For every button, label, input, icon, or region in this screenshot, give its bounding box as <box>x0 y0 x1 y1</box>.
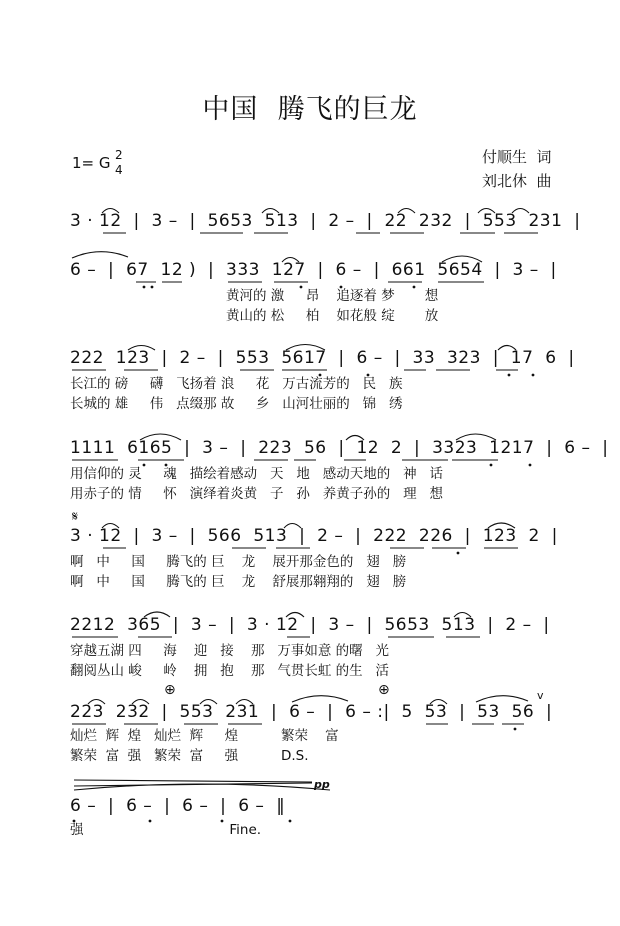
song-title: 中国 腾飞的巨龙 <box>202 94 418 125</box>
slur <box>236 700 253 705</box>
lyric-row-5-verse-2: 啊 中 国 腾飞的 巨 龙 舒展那翱翔的 翅 膀 <box>70 574 407 590</box>
slur <box>140 434 181 440</box>
decrescendo-upper <box>74 780 312 782</box>
slur <box>442 256 482 262</box>
time-signature-bottom: 4 <box>115 163 123 177</box>
composer-credit: 刘北休 曲 <box>482 172 552 190</box>
long-tie <box>476 696 528 702</box>
long-tie <box>72 252 128 258</box>
slur <box>128 346 155 351</box>
slur <box>454 613 471 618</box>
notation-row-5: 3 · 12 | 3 – | 566 513 | 2 – | 222 226 | 123 2 | <box>70 526 558 546</box>
slur <box>286 345 325 351</box>
slur <box>102 524 119 529</box>
lyricist-credit: 付顺生 词 <box>482 148 552 166</box>
time-signature-top: 2 <box>115 148 123 162</box>
notation-row-3: 222 123 | 2 – | 553 5617 | 6 – | 33 323 | 17 6 | <box>70 348 575 368</box>
notation-row-1: 3 · 12 | 3 – | 5653 513 | 2 – | 22 232 | 553 231 | <box>70 211 581 231</box>
slur <box>498 346 516 351</box>
slur <box>512 209 529 214</box>
long-tie <box>292 696 348 702</box>
lyric-row-6-verse-1: 穿越五湖 四 海 迎 接 那 万事如意 的曙 光 <box>70 643 389 659</box>
slur <box>132 700 149 705</box>
segno-sign: 𝄋 <box>72 509 79 525</box>
coda-sign-2: ⊕ <box>378 682 390 698</box>
lyric-row-8: 强 Fine. <box>70 822 262 838</box>
key-signature: 1= G <box>72 154 111 172</box>
slur <box>488 523 515 528</box>
slur <box>430 700 447 705</box>
coda-sign-1: ⊕ <box>164 682 176 698</box>
notation-row-7: 223 232 | 553 231 | 6 – | 6 – :| 5 53 | 53 56 | <box>70 702 553 722</box>
slur <box>284 524 301 529</box>
slur <box>282 258 299 263</box>
notation-row-8: 6 – | 6 – | 6 – | 6 – ‖ <box>70 796 286 816</box>
lyric-row-2-verse-2: 黄山的 松 柏 如花般 绽 放 <box>226 308 439 324</box>
breath-mark: v <box>537 689 544 702</box>
lyric-row-7-verse-1: 灿烂 辉 煌 灿烂 辉 煌 繁荣 富 <box>70 728 339 744</box>
lyric-row-3-verse-1: 长江的 磅 礴 飞扬着 浪 花 万古流芳的 民 族 <box>70 376 403 392</box>
notation-row-4: 1111 6165 | 3 – | 223 56 | 12 2 | 3323 1217 | 6 – | <box>70 438 609 458</box>
slur <box>144 612 170 617</box>
slur <box>200 700 217 705</box>
slur <box>456 434 496 440</box>
slur <box>286 613 304 618</box>
lyric-row-4-verse-1: 用信仰的 灵 魂 描绘着感动 天 地 感动天地的 神 话 <box>70 466 443 482</box>
slur <box>478 209 495 214</box>
dynamic-pianissimo: pp <box>314 778 330 791</box>
slur <box>398 209 415 214</box>
lyric-row-4-verse-2: 用赤子的 情 怀 演绎着炎黄 子 孙 养黄子孙的 理 想 <box>70 486 443 502</box>
slur <box>102 209 119 214</box>
lyric-row-5-verse-1: 啊 中 国 腾飞的 巨 龙 展开那金色的 翅 膀 <box>70 554 407 570</box>
notation-row-2: 6 – | 67 12 ) | 333 127 | 6 – | 661 5654 | 3 – | <box>70 260 557 280</box>
lyric-row-7-verse-2: 繁荣 富 强 繁荣 富 强 D.S. <box>70 748 309 764</box>
lyric-row-3-verse-2: 长城的 雄 伟 点缀那 故 乡 山河壮丽的 锦 绣 <box>70 396 403 412</box>
slur <box>346 436 364 441</box>
slur <box>262 209 279 214</box>
slur <box>88 700 105 705</box>
notation-row-6: 2212 365 | 3 – | 3 · 12 | 3 – | 5653 513 | 2 – | <box>70 615 550 635</box>
lyric-row-6-verse-2: 翻阅丛山 峻 岭 拥 抱 那 气贯长虹 的生 活 <box>70 663 389 679</box>
lyric-row-2-verse-1: 黄河的 激 昂 追逐着 梦 想 <box>226 288 439 304</box>
